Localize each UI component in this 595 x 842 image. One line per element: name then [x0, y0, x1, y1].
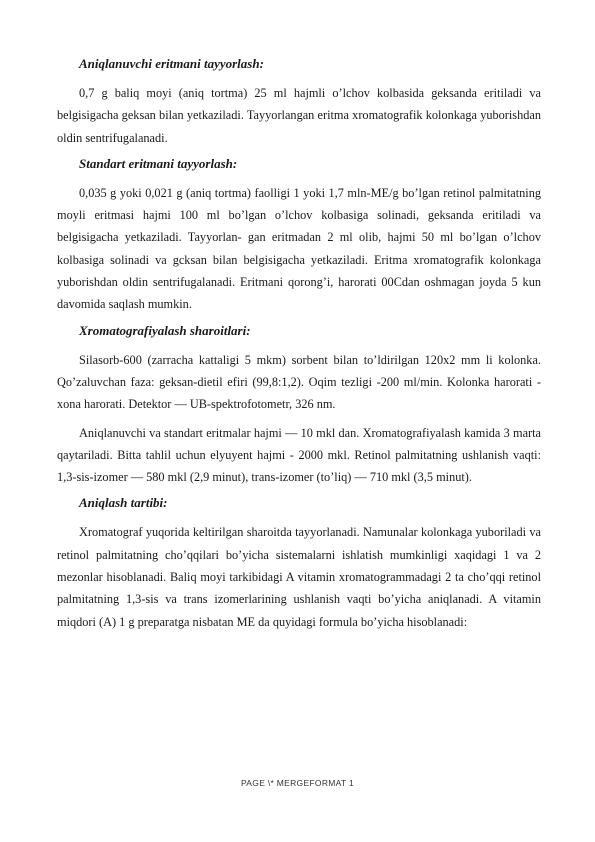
paragraph: 0,7 g baliq moyi (aniq tortma) 25 ml hajmli o’lchov kolbasida geksanda eritiladi va belgisigacha geksan bilan yetkaziladi. Tayyorlangan eritma xromatografik kolonkaga yuborishdan oldin sentrifugalanadi. [57, 86, 541, 145]
paragraph: 0,035 g yoki 0,021 g (aniq tortma) faolligi 1 yoki 1,7 mln-ME/g bo’lgan retinol palmitatning moyli eritmasi hajmi 100 ml bo’lgan o’lchov kolbasiga solinadi, geksanda eritiladi va belgisigacha yetkaziladi. Tayyorlan- gan eritmadan 2 ml olib, hajmi 50 ml bo’lgan o’lchov kolbasiga solinadi va gcksan bilan belgisigacha yetkaziladi. Eritma xromatografik kolonkaga yuborishdan oldin sentrifugalanadi. Eritmani qorong’i, harorati 00Cdan oshmagan joyda 5 kun davomida saqlash mumkin. [57, 185, 541, 312]
document-page [57, 55, 541, 639]
paragraph: Silasorb-600 (zarracha kattaligi 5 mkm) sorbent bilan to’ldirilgan 120x2 mm li kolonka. Qo’zaluvchan faza: geksan-dietil efiri (99,8:1,2). Oqim tezligi -200 ml/min. Kolonka harorati - xona harorati. Detektor — UB-spektrofotometr, 326 nm. [57, 352, 541, 412]
section-procedure [57, 494, 541, 632]
section-heading: Aniqlanuvchi eritmani tayyorlash: [79, 56, 264, 71]
section-heading: Xromatografiyalash sharoitlari: [79, 322, 251, 338]
section-heading: Aniqlash tartibi: [79, 495, 168, 511]
section-chromatography-conditions [57, 322, 541, 489]
page-footer: PAGE \* MERGEFORMAT 1 [240, 778, 355, 788]
section-standard-solution [57, 155, 541, 316]
paragraph: Aniqlanuvchi va standart eritmalar hajmi — 10 mkl dan. Xromatografiyalash kamida 3 marta qaytariladi. Bitta tahlil uchun elyuyent hajmi - 2000 mkl. Retinol palmitatning ushlanish vaqti: 1,3-sis-izomer — 580 mkl (2,9 minut), trans-izomer (to’liq) — 710 mkl (3,5 minut). [57, 425, 541, 485]
paragraph: Xromatograf yuqorida keltirilgan sharoitda tayyorlanadi. Namunalar kolonkaga yuboriladi va retinol palmitatning cho’qqilari bo’yicha sistemalarni ishlatish mumkinligi xaqidagi 1 va 2 mezonlar hisoblanadi. Baliq moyi tarkibidagi A vitamin xromatogrammadagi 2 ta cho’qqi retinol palmitatning 1,3-sis va trans izomerlarining ushlanish vaqti bo’yicha aniqlanadi. A vitamin miqdori (A) 1 g preparatga nisbatan ME da quyidagi formula bo’yicha hisoblanadi: [57, 525, 541, 629]
section-heading: Standart eritmani tayyorlash: [79, 155, 238, 171]
section-test-solution [57, 55, 541, 149]
